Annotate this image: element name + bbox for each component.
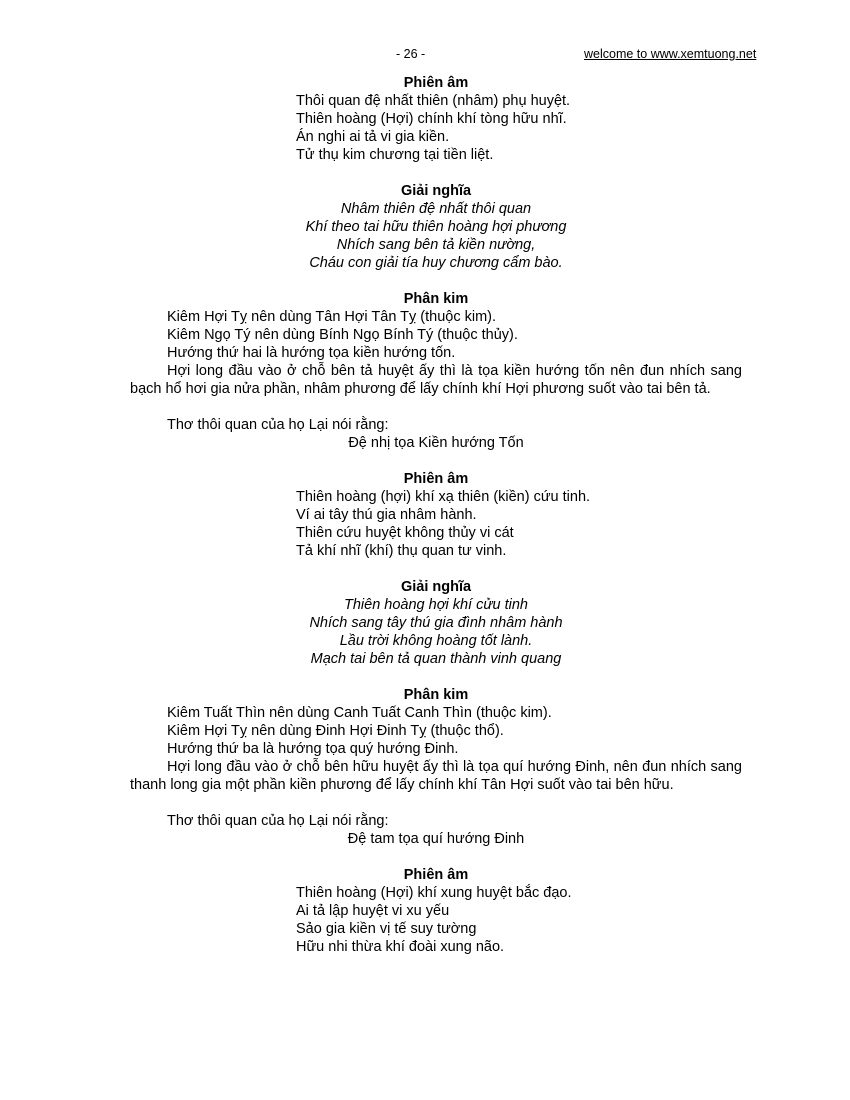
poem-line: Sảo gia kiền vị tế suy tường: [296, 921, 477, 937]
poem-line: Thiên hoàng (hợi) khí xạ thiên (kiền) cứu tinh.: [296, 489, 591, 505]
text-line: Hướng thứ ba là hướng tọa quý hướng Đinh.: [167, 741, 459, 757]
section-heading: Giải nghĩa: [400, 579, 472, 595]
poem-line: Thiên hoàng (Hợi) chính khí tòng hữu nhĩ.: [296, 111, 567, 127]
translation-line: Mạch tai bên tả quan thành vinh quang: [310, 651, 562, 667]
section-heading: Phiên âm: [403, 867, 469, 883]
text-line: Kiêm Tuất Thìn nên dùng Canh Tuất Canh Thìn (thuộc kim).: [167, 705, 552, 721]
poem-line: Thôi quan đệ nhất thiên (nhâm) phụ huyệt.: [296, 93, 571, 109]
translation-line: Nhích sang tây thú gia đình nhâm hành: [309, 615, 563, 631]
text-line: Hướng thứ hai là hướng tọa kiền hướng tốn.: [167, 345, 456, 361]
poem-line: Tả khí nhĩ (khí) thụ quan tư vinh.: [296, 543, 507, 559]
spacer: [130, 560, 742, 578]
verse-title: Đệ tam tọa quí hướng Đinh: [347, 831, 525, 847]
translation-line: Nhích sang bên tả kiền nường,: [336, 237, 536, 253]
paragraph: Hợi long đầu vào ở chỗ bên hữu huyệt ấy thì là tọa quí hướng Đinh, nên đun nhích sang thanh long gia một phần kiền phương để lấy chính khí Tân Hợi suốt vào tai bên hữu.: [130, 759, 742, 793]
poem-line: Án nghi ai tả vi gia kiền.: [296, 129, 450, 145]
poem-line: Thiên hoàng (Hợi) khí xung huyệt bắc đạo.: [296, 885, 572, 901]
text-line: Thơ thôi quan của họ Lại nói rằng:: [167, 417, 389, 433]
spacer: [130, 164, 742, 182]
poem-line: Ai tả lập huyệt vi xu yếu: [296, 903, 450, 919]
poem-line: Tử thụ kim chương tại tiền liệt.: [296, 147, 494, 163]
section-heading: Phiên âm: [403, 75, 469, 91]
text-line: Kiêm Ngọ Tý nên dùng Bính Ngọ Bính Tý (thuộc thủy).: [167, 327, 518, 343]
text-line: Kiêm Hợi Tỵ nên dùng Đinh Hợi Đinh Tỵ (thuộc thổ).: [167, 723, 504, 739]
spacer: [130, 452, 742, 470]
text-line: Thơ thôi quan của họ Lại nói rằng:: [167, 813, 389, 829]
section-heading: Phiên âm: [403, 471, 469, 487]
spacer: [130, 668, 742, 686]
translation-line: Lầu trời không hoàng tốt lành.: [339, 633, 533, 649]
translation-line: Cháu con giải tía huy chương cẩm bào.: [309, 255, 563, 271]
section-heading: Phân kim: [403, 687, 469, 703]
section-heading: Giải nghĩa: [400, 183, 472, 199]
poem-line: Hữu nhi thừa khí đoài xung não.: [296, 939, 505, 955]
text-line: Kiêm Hợi Tỵ nên dùng Tân Hợi Tân Tỵ (thuộc kim).: [167, 309, 497, 325]
poem-line: Thiên cứu huyệt không thủy vi cát: [296, 525, 514, 541]
spacer: [130, 794, 742, 812]
paragraph: Hợi long đầu vào ở chỗ bên tả huyệt ấy thì là tọa kiền hướng tốn nên đun nhích sang bạch hổ hơi gia nửa phần, nhâm phương để lấy chính khí Hợi phương suốt vào tai bên tả.: [130, 363, 742, 397]
spacer: [130, 398, 742, 416]
translation-line: Khí theo tai hữu thiên hoàng hợi phương: [305, 219, 567, 235]
section-heading: Phân kim: [403, 291, 469, 307]
verse-title: Đệ nhị tọa Kiền hướng Tốn: [348, 435, 524, 451]
translation-line: Thiên hoàng hợi khí cửu tinh: [343, 597, 528, 613]
spacer: [130, 272, 742, 290]
page-number: - 26 -: [396, 47, 426, 61]
translation-line: Nhâm thiên đệ nhất thôi quan: [340, 201, 532, 217]
spacer: [130, 848, 742, 866]
poem-line: Ví ai tây thú gia nhâm hành.: [296, 507, 477, 523]
site-link[interactable]: welcome to www.xemtuong.net: [584, 47, 757, 61]
document-body: [130, 74, 742, 956]
